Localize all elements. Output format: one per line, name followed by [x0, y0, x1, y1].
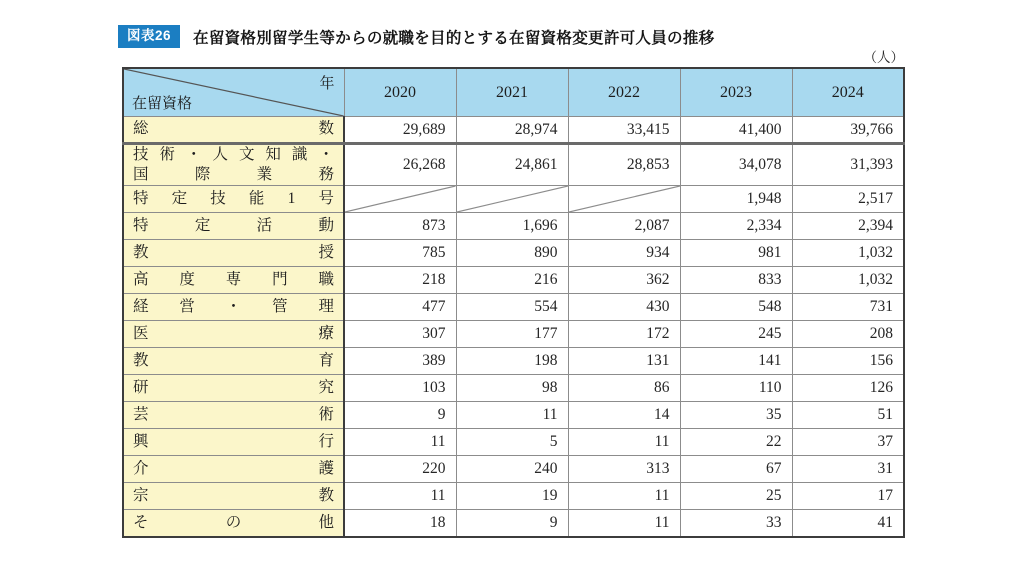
- value-cell: 141: [680, 348, 792, 375]
- value-cell: 172: [568, 321, 680, 348]
- value-cell: 1,948: [680, 186, 792, 213]
- no-data-slash-cell: [344, 186, 456, 213]
- row-header-cell: そ の 他: [123, 510, 344, 537]
- value-cell: 198: [456, 348, 568, 375]
- row-header-cell: 介 護: [123, 456, 344, 483]
- row-header-cell: 教 育: [123, 348, 344, 375]
- value-cell: 477: [344, 294, 456, 321]
- value-cell: 11: [568, 510, 680, 537]
- value-cell: 873: [344, 213, 456, 240]
- value-cell: 11: [568, 483, 680, 510]
- value-cell: 2,087: [568, 213, 680, 240]
- value-cell: 14: [568, 402, 680, 429]
- value-cell: 33,415: [568, 117, 680, 144]
- value-cell: 126: [792, 375, 904, 402]
- value-cell: 25: [680, 483, 792, 510]
- row-header-cell: 総 数: [123, 117, 344, 144]
- value-cell: 31: [792, 456, 904, 483]
- value-cell: 731: [792, 294, 904, 321]
- value-cell: 2,334: [680, 213, 792, 240]
- value-cell: 28,853: [568, 144, 680, 186]
- table-row: [123, 240, 904, 267]
- value-cell: 41,400: [680, 117, 792, 144]
- value-cell: 240: [456, 456, 568, 483]
- value-cell: 9: [456, 510, 568, 537]
- table-row: [123, 267, 904, 294]
- value-cell: 430: [568, 294, 680, 321]
- value-cell: 103: [344, 375, 456, 402]
- unit-label: （人）: [863, 50, 904, 65]
- row-header-cell: 興 行: [123, 429, 344, 456]
- row-header-cell: 技 術 ・ 人 文 知 識 ・ 国 際 業 務: [123, 144, 344, 186]
- value-cell: 785: [344, 240, 456, 267]
- value-cell: 220: [344, 456, 456, 483]
- value-cell: 51: [792, 402, 904, 429]
- row-header-cell: 高 度 専 門 職: [123, 267, 344, 294]
- value-cell: 34,078: [680, 144, 792, 186]
- value-cell: 5: [456, 429, 568, 456]
- table-row: [123, 117, 904, 144]
- value-cell: 313: [568, 456, 680, 483]
- value-cell: 33: [680, 510, 792, 537]
- value-cell: 22: [680, 429, 792, 456]
- value-cell: 86: [568, 375, 680, 402]
- row-header-cell: 特 定 活 動: [123, 213, 344, 240]
- value-cell: 28,974: [456, 117, 568, 144]
- figure-title: 在留資格別留学生等からの就職を目的とする在留資格変更許可人員の推移: [193, 29, 715, 47]
- value-cell: 67: [680, 456, 792, 483]
- table-row: [123, 348, 904, 375]
- value-cell: 554: [456, 294, 568, 321]
- corner-status-label: 在留資格: [132, 96, 193, 112]
- year-column-header: 2023: [680, 68, 792, 117]
- value-cell: 307: [344, 321, 456, 348]
- no-data-slash-cell: [568, 186, 680, 213]
- table-body: [123, 117, 904, 537]
- value-cell: 2,517: [792, 186, 904, 213]
- table-row: [123, 375, 904, 402]
- table-row: [123, 510, 904, 537]
- value-cell: 41: [792, 510, 904, 537]
- value-cell: 218: [344, 267, 456, 294]
- value-cell: 29,689: [344, 117, 456, 144]
- year-column-header: 2021: [456, 68, 568, 117]
- value-cell: 156: [792, 348, 904, 375]
- value-cell: 17: [792, 483, 904, 510]
- value-cell: 548: [680, 294, 792, 321]
- value-cell: 11: [456, 402, 568, 429]
- no-data-slash-cell: [456, 186, 568, 213]
- value-cell: 11: [344, 483, 456, 510]
- residence-status-table: [122, 67, 905, 538]
- table-row: [123, 456, 904, 483]
- value-cell: 11: [568, 429, 680, 456]
- value-cell: 177: [456, 321, 568, 348]
- value-cell: 26,268: [344, 144, 456, 186]
- value-cell: 39,766: [792, 117, 904, 144]
- table-row: [123, 429, 904, 456]
- year-column-header: 2022: [568, 68, 680, 117]
- table-row: [123, 186, 904, 213]
- table-row: [123, 144, 904, 186]
- row-header-cell: 研 究: [123, 375, 344, 402]
- value-cell: 110: [680, 375, 792, 402]
- row-header-cell: 芸 術: [123, 402, 344, 429]
- table-header-row: [123, 68, 904, 117]
- value-cell: 1,032: [792, 267, 904, 294]
- year-column-header: 2024: [792, 68, 904, 117]
- table-row: [123, 321, 904, 348]
- year-column-header: 2020: [344, 68, 456, 117]
- value-cell: 1,032: [792, 240, 904, 267]
- row-header-cell: 特 定 技 能 1 号: [123, 186, 344, 213]
- value-cell: 11: [344, 429, 456, 456]
- row-header-cell: 教 授: [123, 240, 344, 267]
- figure-header: [118, 25, 714, 48]
- value-cell: 1,696: [456, 213, 568, 240]
- table-row: [123, 294, 904, 321]
- value-cell: 2,394: [792, 213, 904, 240]
- figure-number-badge: 図表26: [118, 25, 180, 48]
- value-cell: 37: [792, 429, 904, 456]
- row-header-cell: 宗 教: [123, 483, 344, 510]
- row-header-cell: 医 療: [123, 321, 344, 348]
- value-cell: 981: [680, 240, 792, 267]
- value-cell: 362: [568, 267, 680, 294]
- value-cell: 833: [680, 267, 792, 294]
- table-row: [123, 402, 904, 429]
- value-cell: 31,393: [792, 144, 904, 186]
- value-cell: 18: [344, 510, 456, 537]
- value-cell: 9: [344, 402, 456, 429]
- value-cell: 934: [568, 240, 680, 267]
- value-cell: 208: [792, 321, 904, 348]
- value-cell: 35: [680, 402, 792, 429]
- row-header-cell: 経 営 ・ 管 理: [123, 294, 344, 321]
- value-cell: 131: [568, 348, 680, 375]
- table-row: [123, 483, 904, 510]
- value-cell: 19: [456, 483, 568, 510]
- value-cell: 24,861: [456, 144, 568, 186]
- corner-header-cell: [123, 68, 344, 117]
- table-row: [123, 213, 904, 240]
- value-cell: 98: [456, 375, 568, 402]
- corner-year-label: 年: [319, 76, 335, 92]
- value-cell: 245: [680, 321, 792, 348]
- value-cell: 890: [456, 240, 568, 267]
- value-cell: 216: [456, 267, 568, 294]
- value-cell: 389: [344, 348, 456, 375]
